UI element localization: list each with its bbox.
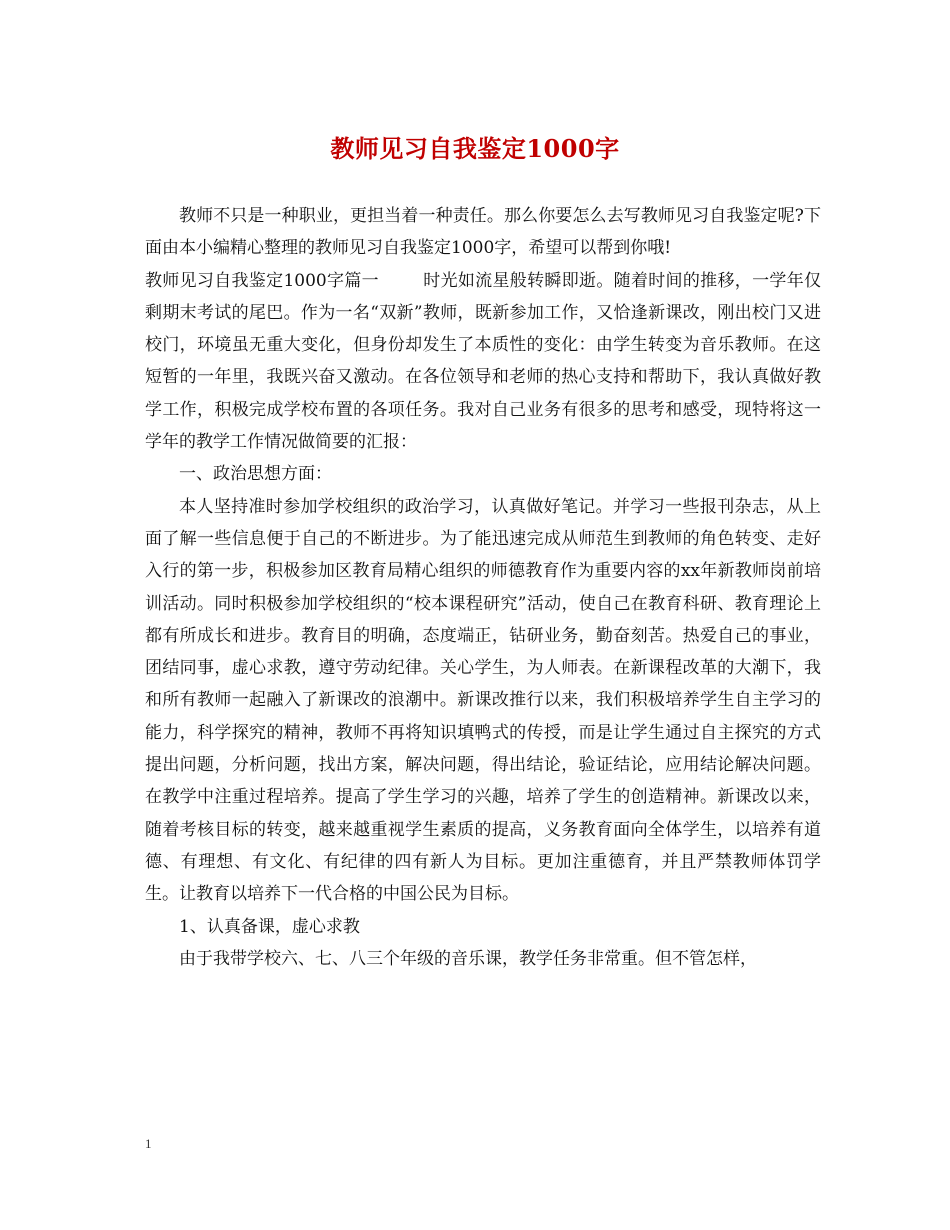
section-intro: 时光如流星般转瞬即逝。随着时间的推移，一学年仅剩期末考试的尾巴。作为一名“双新”教师，既新参加工作，又恰逢新课改，刚出校门又进校门，环境虽无重大变化，但身份却发生了本质性的变化：由学生转变为音乐教师。在这短暂的一年里，我既兴奋又激动。在各位领导和老师的热心支持和帮助下，我认真做好教学工作，积极完成学校布置的各项任务。我对自己业务有很多的思考和感受，现特将这一学年的教学工作情况做简要的汇报： bbox=[145, 270, 822, 453]
heading-lesson-prep: 1、认真备课，虚心求教 bbox=[179, 916, 360, 937]
intro-paragraph: 教师不只是一种职业，更担当着一种责任。那么你要怎么去写教师见习自我鉴定呢?下面由本小编精心整理的教师见习自我鉴定1000字，希望可以帮到你哦! bbox=[145, 206, 821, 259]
section-title: 教师见习自我鉴定1000字篇一 bbox=[145, 270, 379, 291]
lesson-prep-paragraph: 由于我带学校六、七、八三个年级的音乐课，教学任务非常重。但不管怎样， bbox=[179, 948, 757, 969]
heading-politics: 一、政治思想方面： bbox=[179, 464, 332, 485]
document-title: 教师见习自我鉴定1000字 bbox=[330, 134, 620, 163]
section-first-paragraph bbox=[145, 265, 821, 459]
page-number: 1 bbox=[145, 1136, 152, 1151]
document-body bbox=[145, 200, 821, 975]
politics-paragraph: 本人坚持准时参加学校组织的政治学习，认真做好笔记。并学习一些报刊杂志，从上面了解一些信息便于自己的不断进步。为了能迅速完成从师范生到教师的角色转变、走好入行的第一步，积极参加区教育局精心组织的师德教育作为重要内容的xx年新教师岗前培训活动。同时积极参加学校组织的“校本课程研究”活动，使自己在教育科研、教育理论上都有所成长和进步。教育目的明确，态度端正，钻研业务，勤奋刻苦。热爱自己的事业，团结同事，虚心求教，遵守劳动纪律。关心学生，为人师表。在新课程改革的大潮下，我和所有教师一起融入了新课改的浪潮中。新课改推行以来，我们积极培养学生自主学习的能力，科学探究的精神，教师不再将知识填鸭式的传授，而是让学生通过自主探究的方式提出问题，分析问题，找出方案，解决问题，得出结论，验证结论，应用结论解决问题。在教学中注重过程培养。提高了学生学习的兴趣，培养了学生的创造精神。新课改以来，随着考核目标的转变，越来越重视学生素质的提高，义务教育面向全体学生，以培养有道德、有理想、有文化、有纪律的四有新人为目标。更加注重德育，并且严禁教师体罚学生。让教育以培养下一代合格的中国公民为目标。 bbox=[145, 496, 821, 905]
